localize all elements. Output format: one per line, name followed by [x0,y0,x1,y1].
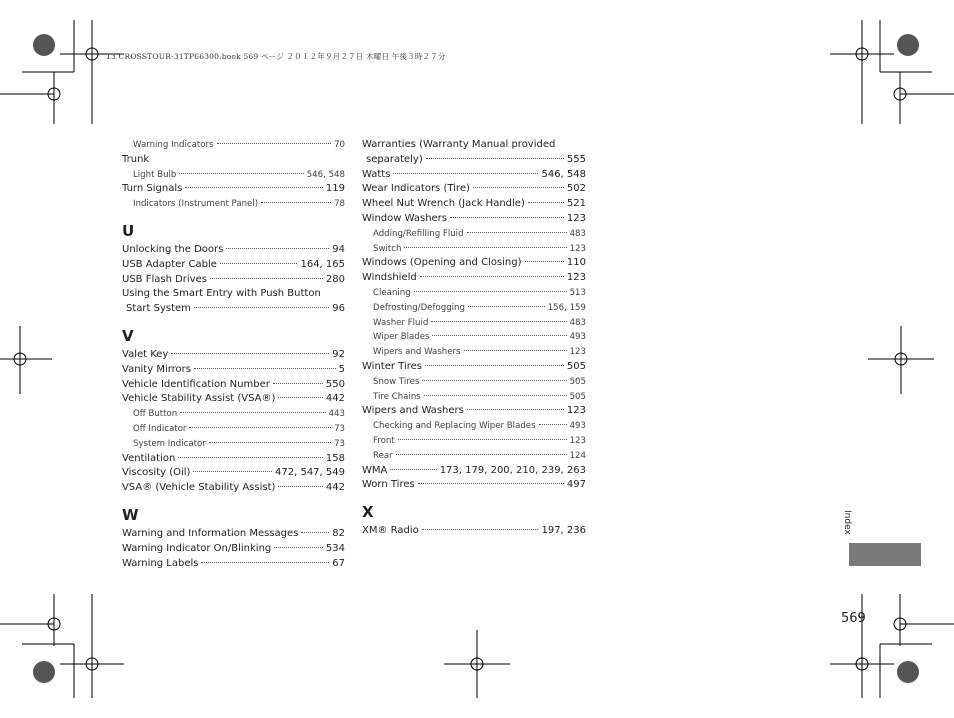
index-entry [122,466,345,481]
leader-dots [274,547,323,548]
entry-label: Washer Fluid [373,317,429,328]
entry-label: Cleaning [373,287,411,298]
leader-dots [301,532,329,533]
entry-page-ref: 497 [566,479,586,491]
entry-label: Wiper Blades [373,332,430,343]
entry-label: Warning Labels [122,557,199,569]
leader-dots [420,276,564,277]
index-subentry [122,422,345,437]
leader-dots [398,439,567,440]
index-entry [362,138,586,153]
entry-label: Trunk [122,153,150,165]
leader-dots [171,353,329,354]
entry-page-ref: 483 [569,228,586,239]
index-column-left [122,138,345,571]
index-section-letter: V [122,326,134,345]
entry-page-ref: 280 [325,273,345,285]
leader-dots [473,187,564,188]
entry-label: Vanity Mirrors [122,363,191,375]
index-entry [122,392,345,407]
index-subentry [362,375,586,390]
entry-page-ref: 505 [569,376,586,387]
entry-label: Windshield [362,272,417,284]
entry-page-ref: 505 [566,360,586,372]
entry-label: Front [373,435,395,446]
entry-page-ref: 67 [332,557,345,569]
entry-page-ref: 173, 179, 200, 210, 239, 263 [439,464,586,476]
entry-page-ref: 555 [566,153,586,165]
entry-page-ref: 92 [332,348,345,360]
leader-dots [261,202,331,203]
index-entry [362,168,586,183]
leader-dots [414,291,567,292]
entry-label: Snow Tires [373,376,420,387]
entry-label: Using the Smart Entry with Push Button [122,288,321,300]
entry-page-ref: 119 [325,183,345,195]
entry-label: VSA® (Vehicle Stability Assist) [122,482,276,494]
leader-dots [179,173,303,174]
index-subentry [122,437,345,452]
entry-label: Unlocking the Doors [122,243,224,255]
entry-page-ref: 158 [325,452,345,464]
entry-label: Vehicle Stability Assist (VSA®) [122,393,276,405]
entry-label: USB Flash Drives [122,273,207,285]
entry-page-ref: 493 [569,421,586,432]
index-entry [122,243,345,258]
index-entry [362,197,586,212]
entry-label: Indicators (Instrument Panel) [133,199,259,210]
index-subentry [362,227,586,242]
entry-page-ref: 164, 165 [300,258,345,270]
index-entry [122,452,345,467]
leader-dots [201,562,329,563]
index-entry [122,557,345,572]
leader-dots [404,247,566,248]
leader-dots [432,335,566,336]
index-column-right [362,138,586,539]
entry-label: Wheel Nut Wrench (Jack Handle) [362,198,525,210]
entry-page-ref: 505 [569,391,586,402]
index-subentry [122,197,345,212]
index-entry [122,527,345,542]
index-section-letter: X [362,503,374,522]
entry-label: WMA [362,464,388,476]
leader-dots [180,412,325,413]
leader-dots [209,442,331,443]
index-entry [122,378,345,393]
entry-label: Warning Indicators [133,140,214,150]
index-entry [362,271,586,286]
index-subentry [362,301,586,316]
entry-label: Adding/Refilling Fluid [373,228,464,239]
leader-dots [422,529,539,530]
entry-page-ref: 442 [325,393,345,405]
entry-page-ref: 502 [566,183,586,195]
index-section-letter: W [122,505,139,524]
leader-dots [467,232,567,233]
entry-label: Windows (Opening and Closing) [362,257,522,269]
leader-dots [467,409,564,410]
entry-page-ref: 110 [566,257,586,269]
index-entry [362,478,586,493]
index-entry [362,212,586,227]
leader-dots [418,483,564,484]
entry-page-ref: 443 [328,409,345,420]
entry-page-ref: 197, 236 [541,525,586,537]
entry-page-ref: 123 [569,347,586,358]
entry-page-ref: 124 [569,450,586,461]
entry-label: Viscosity (Oil) [122,467,191,479]
leader-dots [539,424,567,425]
entry-label: Wipers and Washers [373,347,461,358]
entry-label: Tire Chains [373,391,421,402]
entry-page-ref: 70 [334,140,345,150]
entry-page-ref: 94 [332,243,345,255]
leader-dots [217,143,332,144]
entry-page-ref: 550 [325,378,345,390]
entry-page-ref: 78 [334,199,345,210]
entry-label: Defrosting/Defogging [373,302,465,313]
index-entry [122,302,345,317]
entry-page-ref: 123 [566,405,586,417]
leader-dots [426,158,564,159]
entry-label: Start System [126,303,191,315]
leader-dots [226,248,329,249]
index-side-tab [849,543,921,566]
page-number: 569 [841,611,866,626]
leader-dots [468,306,545,307]
entry-page-ref: 513 [569,287,586,298]
entry-page-ref: 96 [332,303,345,315]
entry-page-ref: 546, 548 [306,169,345,180]
leader-dots [178,457,323,458]
entry-page-ref: 546, 548 [541,168,586,180]
leader-dots [210,278,323,279]
entry-page-ref: 73 [334,423,345,434]
leader-dots [220,263,298,264]
index-entry [362,256,586,271]
index-subentry [362,434,586,449]
leader-dots [422,380,566,381]
entry-label: Warning Indicator On/Blinking [122,542,272,554]
leader-dots [193,471,272,472]
entry-label: Watts [362,168,391,180]
index-entry [122,182,345,197]
index-entry [122,363,345,378]
leader-dots [185,187,323,188]
leader-dots [528,202,564,203]
entry-page-ref: 521 [566,198,586,210]
entry-label: Warranties (Warranty Manual provided [362,139,556,150]
index-entry [122,258,345,273]
index-subentry [362,330,586,345]
entry-label: Off Button [133,409,178,420]
entry-label: Switch [373,243,402,254]
leader-dots [273,383,323,384]
index-entry [122,542,345,557]
index-entry [362,404,586,419]
entry-page-ref: 123 [569,243,586,254]
index-subentry [362,449,586,464]
entry-label: Ventilation [122,452,176,464]
entry-label: Winter Tires [362,360,422,372]
index-entry [122,348,345,363]
entry-label: Vehicle Identification Number [122,378,270,390]
index-side-label: Index [842,510,852,535]
entry-page-ref: 123 [569,435,586,446]
leader-dots [424,395,567,396]
index-entry [122,481,345,496]
index-subentry [122,138,345,153]
index-entry [362,182,586,197]
entry-label: Rear [373,450,393,461]
index-entry [362,360,586,375]
index-subentry [362,316,586,331]
entry-label: Warning and Information Messages [122,527,299,539]
leader-dots [194,307,329,308]
leader-dots [189,427,331,428]
leader-dots [393,173,538,174]
entry-label: Worn Tires [362,479,415,491]
entry-page-ref: 123 [566,212,586,224]
entry-label: Valet Key [122,348,169,360]
entry-label: Turn Signals [122,183,183,195]
index-subentry [362,419,586,434]
entry-label: separately) [366,153,423,165]
entry-page-ref: 442 [325,482,345,494]
leader-dots [390,469,436,470]
entry-label: Window Washers [362,212,448,224]
index-entry [362,464,586,479]
entry-page-ref: 493 [569,332,586,343]
entry-label: USB Adapter Cable [122,258,217,270]
index-entry [362,153,586,168]
entry-page-ref: 5 [338,363,345,375]
leader-dots [278,397,323,398]
leader-dots [464,350,567,351]
entry-page-ref: 472, 547, 549 [275,467,345,479]
entry-page-ref: 73 [334,438,345,449]
index-subentry [362,390,586,405]
entry-label: Light Bulb [133,169,177,180]
index-subentry [362,242,586,257]
index-entry [122,273,345,288]
entry-label: System Indicator [133,438,206,449]
entry-page-ref: 82 [332,527,345,539]
leader-dots [450,217,564,218]
entry-label: XM® Radio [362,525,419,537]
entry-page-ref: 156, 159 [547,302,586,313]
entry-label: Wipers and Washers [362,405,464,417]
index-entry [362,524,586,539]
index-section-letter: U [122,221,135,240]
leader-dots [194,368,336,369]
leader-dots [425,365,564,366]
index-entry [122,287,345,302]
index-subentry [122,407,345,422]
leader-dots [431,321,566,322]
entry-label: Wear Indicators (Tire) [362,183,470,195]
entry-label: Off Indicator [133,423,187,434]
leader-dots [525,261,564,262]
index-subentry [362,286,586,301]
index-subentry [362,345,586,360]
index-subentry [122,168,345,183]
entry-page-ref: 123 [566,272,586,284]
entry-label: Checking and Replacing Wiper Blades [373,421,536,432]
leader-dots [278,486,323,487]
entry-page-ref: 483 [569,317,586,328]
entry-page-ref: 534 [325,542,345,554]
book-header-line: 13 CROSSTOUR-31TP66300.book 569 ページ ２０１２年９月２７日 木曜日 午後３時２７分 [106,52,446,61]
index-entry [122,153,345,168]
leader-dots [396,454,567,455]
